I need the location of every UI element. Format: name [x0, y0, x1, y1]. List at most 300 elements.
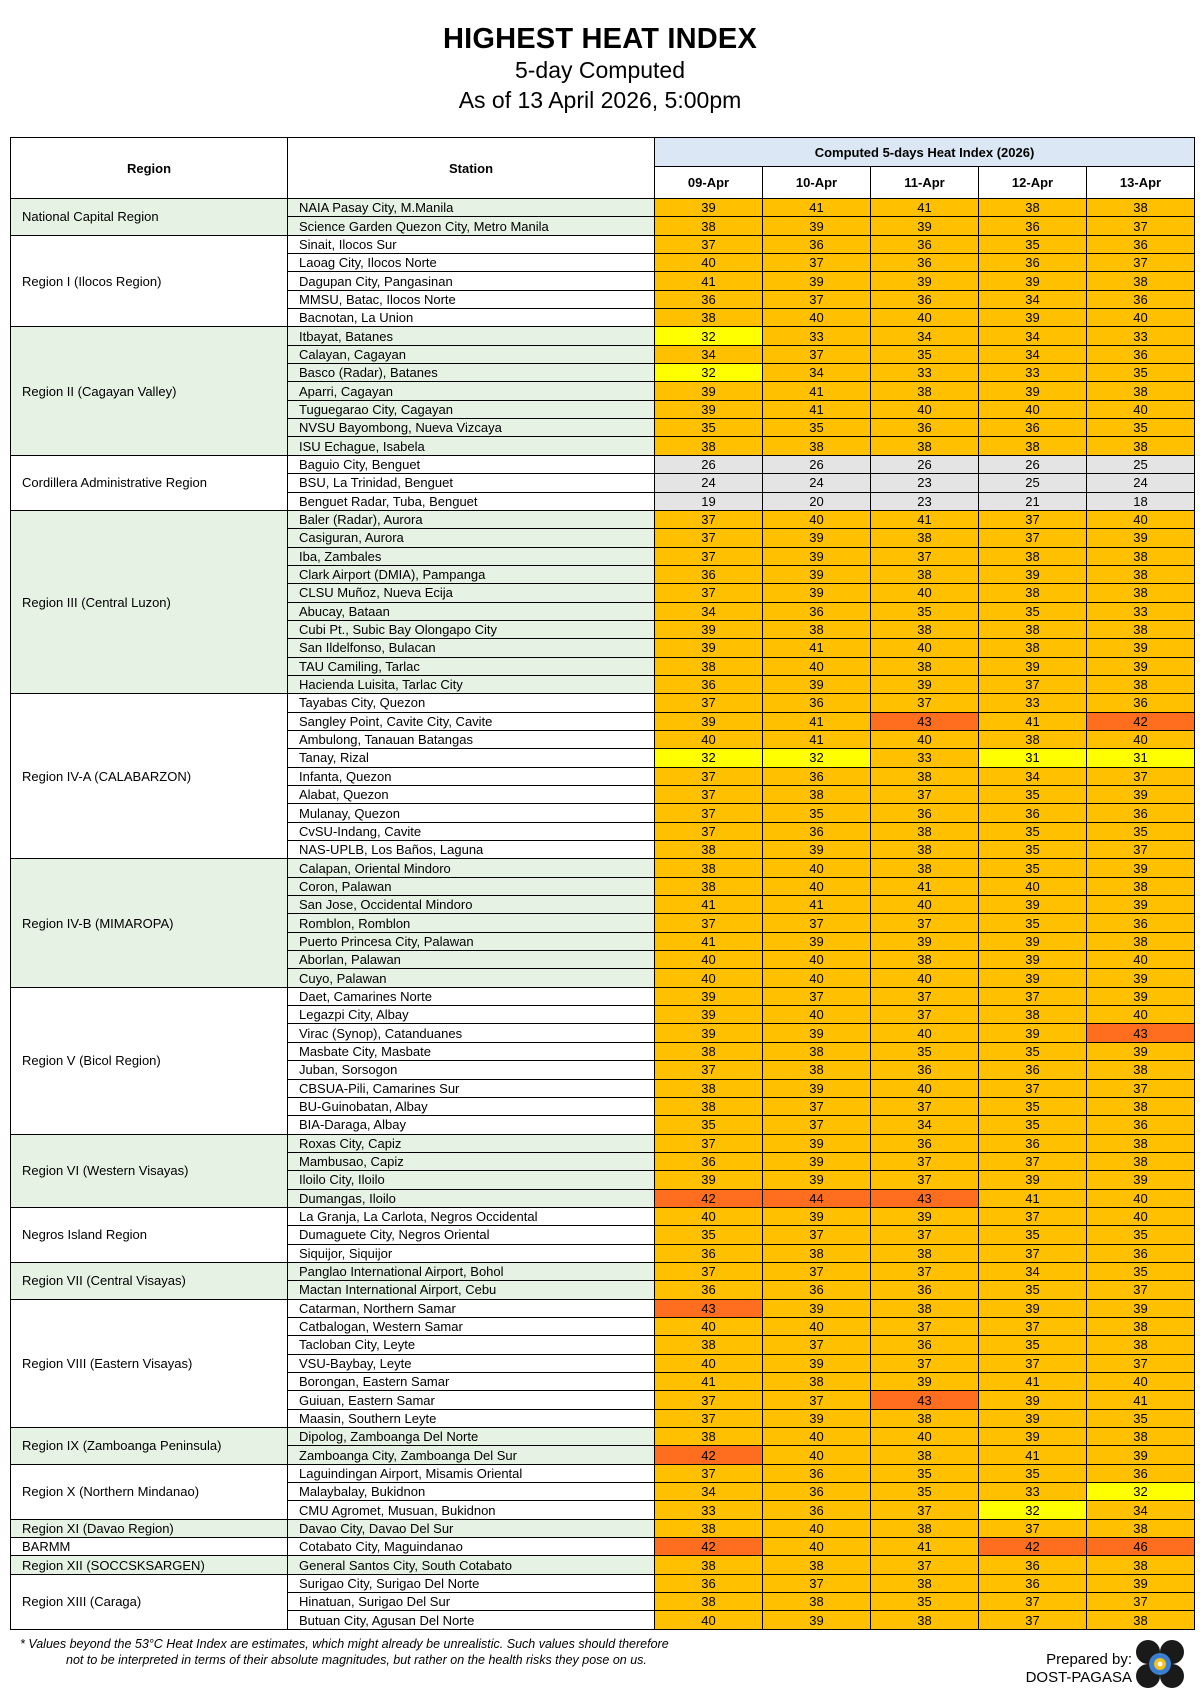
heat-index-cell: 39: [1087, 657, 1195, 675]
heat-index-cell: 38: [1087, 1134, 1195, 1152]
heat-index-cell: 38: [1087, 437, 1195, 455]
heat-index-cell: 41: [763, 639, 871, 657]
column-header-day: 12-Apr: [979, 167, 1087, 199]
heat-index-cell: 32: [1087, 1483, 1195, 1501]
heat-index-cell: 38: [1087, 1317, 1195, 1335]
station-cell: General Santos City, South Cotabato: [288, 1556, 655, 1574]
heat-index-cell: 37: [655, 1134, 763, 1152]
heat-index-cell: 38: [763, 620, 871, 638]
heat-index-cell: 41: [655, 1373, 763, 1391]
heat-index-cell: 38: [871, 1519, 979, 1537]
heat-index-cell: 39: [763, 675, 871, 693]
station-cell: Davao City, Davao Del Sur: [288, 1519, 655, 1537]
heat-index-cell: 37: [1087, 217, 1195, 235]
column-header-day: 13-Apr: [1087, 167, 1195, 199]
station-cell: Hinatuan, Surigao Del Sur: [288, 1593, 655, 1611]
region-cell: Region X (Northern Mindanao): [11, 1464, 288, 1519]
heat-index-cell: 38: [655, 309, 763, 327]
heat-index-cell: 36: [1087, 235, 1195, 253]
heat-index-cell: 38: [871, 1611, 979, 1629]
heat-index-cell: 37: [655, 235, 763, 253]
heat-index-cell: 40: [655, 1354, 763, 1372]
prepared-by: [1026, 1651, 1132, 1687]
heat-index-cell: 38: [871, 529, 979, 547]
heat-index-cell: 35: [871, 1483, 979, 1501]
heat-index-cell: 39: [871, 675, 979, 693]
station-cell: Cuyo, Palawan: [288, 969, 655, 987]
heat-index-cell: 37: [1087, 1354, 1195, 1372]
heat-index-cell: 40: [871, 639, 979, 657]
heat-index-cell: 35: [1087, 822, 1195, 840]
heat-index-cell: 39: [979, 969, 1087, 987]
heat-index-cell: 38: [979, 639, 1087, 657]
heat-index-cell: 39: [1087, 1446, 1195, 1464]
heat-index-cell: 37: [763, 345, 871, 363]
heat-index-cell: 37: [1087, 254, 1195, 272]
region-cell: Region IX (Zamboanga Peninsula): [11, 1428, 288, 1465]
station-cell: Tayabas City, Quezon: [288, 694, 655, 712]
heat-index-cell: 33: [871, 364, 979, 382]
station-cell: Laoag City, Ilocos Norte: [288, 254, 655, 272]
heat-index-cell: 43: [1087, 1024, 1195, 1042]
heat-index-cell: 37: [871, 694, 979, 712]
heat-index-cell: 37: [979, 1152, 1087, 1170]
heat-index-cell: 36: [655, 1244, 763, 1262]
heat-index-cell: 38: [1087, 547, 1195, 565]
heat-index-cell: 38: [1087, 565, 1195, 583]
heat-index-cell: 36: [979, 419, 1087, 437]
heat-index-cell: 36: [655, 675, 763, 693]
heat-index-cell: 41: [979, 1373, 1087, 1391]
region-cell: Region III (Central Luzon): [11, 510, 288, 693]
heat-index-cell: 34: [655, 345, 763, 363]
heat-index-cell: 41: [763, 896, 871, 914]
region-cell: National Capital Region: [11, 199, 288, 236]
heat-index-cell: 40: [655, 254, 763, 272]
station-cell: Siquijor, Siquijor: [288, 1244, 655, 1262]
station-cell: Abucay, Bataan: [288, 602, 655, 620]
station-cell: Mactan International Airport, Cebu: [288, 1281, 655, 1299]
station-cell: Calapan, Oriental Mindoro: [288, 859, 655, 877]
heat-index-cell: 23: [871, 474, 979, 492]
heat-index-cell: 33: [979, 1483, 1087, 1501]
heat-index-cell: 36: [979, 1061, 1087, 1079]
heat-index-cell: 39: [1087, 859, 1195, 877]
heat-index-cell: 37: [1087, 841, 1195, 859]
station-cell: Cotabato City, Maguindanao: [288, 1538, 655, 1556]
heat-index-cell: 36: [763, 822, 871, 840]
heat-index-cell: 37: [763, 1336, 871, 1354]
heat-index-cell: 37: [871, 1501, 979, 1519]
heat-index-cell: 35: [871, 1042, 979, 1060]
heat-index-cell: 36: [871, 419, 979, 437]
station-cell: Catarman, Northern Samar: [288, 1299, 655, 1317]
heat-index-cell: 38: [979, 584, 1087, 602]
heat-index-cell: 40: [763, 877, 871, 895]
station-cell: Mulanay, Quezon: [288, 804, 655, 822]
heat-index-cell: 36: [1087, 914, 1195, 932]
heat-index-cell: 41: [979, 1446, 1087, 1464]
heat-index-cell: 42: [655, 1446, 763, 1464]
region-cell: Region I (Ilocos Region): [11, 235, 288, 327]
prepared-by-agency: DOST-PAGASA: [1025, 1669, 1132, 1686]
table-row: [11, 455, 1195, 473]
heat-index-cell: 32: [655, 327, 763, 345]
heat-index-cell: 38: [871, 1244, 979, 1262]
station-cell: CvSU-Indang, Cavite: [288, 822, 655, 840]
heat-index-cell: 26: [655, 455, 763, 473]
station-cell: Sinait, Ilocos Sur: [288, 235, 655, 253]
heat-index-cell: 41: [871, 199, 979, 217]
heat-index-cell: 39: [763, 584, 871, 602]
region-cell: Region IV-B (MIMAROPA): [11, 859, 288, 987]
heat-index-cell: 36: [763, 235, 871, 253]
station-cell: Baguio City, Benguet: [288, 455, 655, 473]
heat-index-cell: 44: [763, 1189, 871, 1207]
heat-index-cell: 39: [979, 1171, 1087, 1189]
station-cell: Benguet Radar, Tuba, Benguet: [288, 492, 655, 510]
heat-index-cell: 40: [871, 896, 979, 914]
heat-index-cell: 37: [1087, 1079, 1195, 1097]
heat-index-cell: 37: [763, 290, 871, 308]
heat-index-cell: 37: [979, 1611, 1087, 1629]
heat-index-cell: 35: [979, 1042, 1087, 1060]
heat-index-cell: 37: [655, 822, 763, 840]
station-cell: BSU, La Trinidad, Benguet: [288, 474, 655, 492]
station-cell: La Granja, La Carlota, Negros Occidental: [288, 1207, 655, 1225]
table-row: [11, 1299, 1195, 1317]
heat-index-cell: 39: [1087, 786, 1195, 804]
heat-index-cell: 35: [979, 602, 1087, 620]
heat-index-cell: 36: [1087, 1116, 1195, 1134]
region-cell: Region XII (SOCCSKSARGEN): [11, 1556, 288, 1574]
table-row: [11, 694, 1195, 712]
heat-index-cell: 38: [871, 951, 979, 969]
heat-index-cell: 39: [763, 1134, 871, 1152]
heat-index-cell: 19: [655, 492, 763, 510]
heat-index-cell: 43: [871, 1391, 979, 1409]
heat-index-cell: 36: [1087, 1464, 1195, 1482]
heat-index-cell: 37: [1087, 1281, 1195, 1299]
heat-index-cell: 39: [979, 932, 1087, 950]
heat-index-cell: 37: [655, 786, 763, 804]
heat-index-cell: 40: [655, 969, 763, 987]
heat-index-cell: 34: [979, 345, 1087, 363]
heat-index-cell: 38: [871, 859, 979, 877]
region-cell: Region XIII (Caraga): [11, 1574, 288, 1629]
heat-index-cell: 37: [871, 1226, 979, 1244]
heat-index-cell: 38: [1087, 1097, 1195, 1115]
heat-index-cell: 37: [655, 510, 763, 528]
heat-index-cell: 43: [871, 1189, 979, 1207]
heat-index-cell: 37: [871, 987, 979, 1005]
heat-index-cell: 41: [1087, 1391, 1195, 1409]
heat-index-cell: 41: [871, 877, 979, 895]
heat-index-cell: 38: [1087, 1061, 1195, 1079]
heat-index-cell: 35: [979, 1464, 1087, 1482]
station-cell: Catbalogan, Western Samar: [288, 1317, 655, 1335]
heat-index-cell: 35: [1087, 1409, 1195, 1427]
heat-index-cell: 34: [655, 602, 763, 620]
table-row: [11, 987, 1195, 1005]
station-cell: Tanay, Rizal: [288, 749, 655, 767]
heat-index-cell: 37: [655, 1061, 763, 1079]
station-cell: San Ildelfonso, Bulacan: [288, 639, 655, 657]
heat-index-cell: 36: [979, 1574, 1087, 1592]
heat-index-cell: 36: [763, 1501, 871, 1519]
heat-index-cell: 38: [1087, 877, 1195, 895]
heat-index-cell: 43: [871, 712, 979, 730]
heat-index-cell: 39: [763, 1207, 871, 1225]
heat-index-cell: 35: [871, 602, 979, 620]
heat-index-cell: 35: [1087, 364, 1195, 382]
heat-index-cell: 40: [1087, 730, 1195, 748]
heat-index-cell: 36: [655, 565, 763, 583]
table-row: [11, 859, 1195, 877]
heat-index-cell: 39: [655, 639, 763, 657]
heat-index-cell: 33: [1087, 602, 1195, 620]
heat-index-cell: 41: [763, 199, 871, 217]
heat-index-cell: 38: [655, 1593, 763, 1611]
heat-index-cell: 38: [655, 1079, 763, 1097]
station-cell: Guiuan, Eastern Samar: [288, 1391, 655, 1409]
heat-index-cell: 37: [871, 1354, 979, 1372]
pagasa-logo-icon: [1134, 1638, 1186, 1690]
heat-index-cell: 26: [763, 455, 871, 473]
heat-index-cell: 38: [871, 382, 979, 400]
station-cell: Virac (Synop), Catanduanes: [288, 1024, 655, 1042]
heat-index-cell: 41: [763, 712, 871, 730]
heat-index-cell: 38: [871, 657, 979, 675]
heat-index-cell: 41: [655, 896, 763, 914]
heat-index-cell: 38: [1087, 1611, 1195, 1629]
heat-index-cell: 39: [871, 272, 979, 290]
heat-index-cell: 37: [763, 1574, 871, 1592]
heat-index-cell: 31: [1087, 749, 1195, 767]
station-cell: Surigao City, Surigao Del Norte: [288, 1574, 655, 1592]
station-cell: NVSU Bayombong, Nueva Vizcaya: [288, 419, 655, 437]
station-cell: Puerto Princesa City, Palawan: [288, 932, 655, 950]
heat-index-cell: 36: [871, 290, 979, 308]
heat-index-cell: 39: [979, 1391, 1087, 1409]
heat-index-cell: 36: [1087, 345, 1195, 363]
table-row: [11, 1464, 1195, 1482]
prepared-by-label: Prepared by:: [1046, 1651, 1132, 1668]
heat-index-cell: 37: [655, 529, 763, 547]
heat-index-cell: 39: [979, 272, 1087, 290]
table-row: [11, 199, 1195, 217]
station-cell: Basco (Radar), Batanes: [288, 364, 655, 382]
heat-index-cell: 38: [871, 1409, 979, 1427]
heat-index-cell: 40: [763, 309, 871, 327]
heat-index-cell: 35: [979, 1336, 1087, 1354]
heat-index-cell: 34: [871, 327, 979, 345]
heat-index-cell: 18: [1087, 492, 1195, 510]
heat-index-cell: 35: [1087, 1262, 1195, 1280]
heat-index-cell: 36: [655, 290, 763, 308]
station-cell: San Jose, Occidental Mindoro: [288, 896, 655, 914]
heat-index-cell: 37: [979, 1519, 1087, 1537]
region-cell: Region VIII (Eastern Visayas): [11, 1299, 288, 1427]
heat-index-cell: 36: [871, 804, 979, 822]
heat-index-cell: 37: [763, 987, 871, 1005]
heat-index-cell: 38: [1087, 1152, 1195, 1170]
station-cell: Hacienda Luisita, Tarlac City: [288, 675, 655, 693]
heat-index-cell: 37: [763, 1391, 871, 1409]
heat-index-cell: 40: [871, 730, 979, 748]
heat-index-cell: 37: [1087, 767, 1195, 785]
heat-index-cell: 38: [655, 1336, 763, 1354]
heat-index-cell: 37: [1087, 1593, 1195, 1611]
heat-index-cell: 39: [979, 382, 1087, 400]
heat-index-cell: 40: [763, 1317, 871, 1335]
station-cell: Daet, Camarines Norte: [288, 987, 655, 1005]
station-cell: Butuan City, Agusan Del Norte: [288, 1611, 655, 1629]
heat-index-cell: 38: [763, 1593, 871, 1611]
heat-index-cell: 35: [979, 235, 1087, 253]
heat-index-cell: 38: [871, 620, 979, 638]
heat-index-cell: 40: [979, 877, 1087, 895]
heat-index-cell: 36: [1087, 1244, 1195, 1262]
heat-index-cell: 39: [1087, 1042, 1195, 1060]
heat-index-cell: 37: [979, 1593, 1087, 1611]
heat-index-cell: 36: [871, 1134, 979, 1152]
heat-index-cell: 37: [763, 914, 871, 932]
heat-index-cell: 35: [871, 1464, 979, 1482]
heat-index-cell: 37: [763, 1226, 871, 1244]
heat-index-cell: 34: [979, 327, 1087, 345]
station-cell: Romblon, Romblon: [288, 914, 655, 932]
heat-index-cell: 39: [763, 529, 871, 547]
heat-index-cell: 37: [979, 1244, 1087, 1262]
heat-index-cell: 40: [763, 1519, 871, 1537]
region-cell: BARMM: [11, 1538, 288, 1556]
station-cell: TAU Camiling, Tarlac: [288, 657, 655, 675]
heat-index-cell: 35: [655, 419, 763, 437]
heat-index-cell: 39: [763, 932, 871, 950]
heat-index-cell: 24: [1087, 474, 1195, 492]
table-row: [11, 327, 1195, 345]
station-cell: Calayan, Cagayan: [288, 345, 655, 363]
heat-index-cell: 35: [979, 1226, 1087, 1244]
heat-index-cell: 39: [763, 1079, 871, 1097]
heat-index-cell: 38: [655, 1097, 763, 1115]
heat-index-cell: 32: [655, 364, 763, 382]
heat-index-cell: 37: [763, 1262, 871, 1280]
heat-index-cell: 40: [763, 1446, 871, 1464]
heat-index-cell: 37: [871, 547, 979, 565]
station-cell: Itbayat, Batanes: [288, 327, 655, 345]
heat-index-cell: 38: [763, 1244, 871, 1262]
heat-index-cell: 40: [979, 400, 1087, 418]
heat-index-cell: 37: [871, 1006, 979, 1024]
heat-index-cell: 38: [655, 437, 763, 455]
region-cell: Cordillera Administrative Region: [11, 455, 288, 510]
station-cell: Cubi Pt., Subic Bay Olongapo City: [288, 620, 655, 638]
heat-index-cell: 38: [871, 767, 979, 785]
footnote-line: not to be interpreted in terms of their absolute magnitudes, but rather on the health risks they pose on us.: [66, 1653, 647, 1667]
heat-index-cell: 32: [763, 749, 871, 767]
heat-index-cell: 23: [871, 492, 979, 510]
heat-index-cell: 38: [871, 1446, 979, 1464]
heat-index-cell: 31: [979, 749, 1087, 767]
heat-index-cell: 37: [763, 1116, 871, 1134]
heat-index-cell: 26: [871, 455, 979, 473]
heat-index-cell: 39: [763, 217, 871, 235]
station-cell: Casiguran, Aurora: [288, 529, 655, 547]
heat-index-cell: 37: [871, 1171, 979, 1189]
heat-index-cell: 35: [871, 1593, 979, 1611]
heat-index-cell: 40: [655, 1611, 763, 1629]
heat-index-cell: 39: [655, 1006, 763, 1024]
heat-index-cell: 38: [763, 1042, 871, 1060]
heat-index-cell: 37: [979, 1354, 1087, 1372]
heat-index-cell: 38: [979, 547, 1087, 565]
station-cell: Ambulong, Tanauan Batangas: [288, 730, 655, 748]
station-cell: Juban, Sorsogon: [288, 1061, 655, 1079]
heat-index-cell: 39: [1087, 529, 1195, 547]
heat-index-cell: 36: [871, 1061, 979, 1079]
heat-index-cell: 26: [979, 455, 1087, 473]
heat-index-cell: 36: [871, 235, 979, 253]
heat-index-cell: 38: [1087, 199, 1195, 217]
heat-index-cell: 40: [871, 309, 979, 327]
heat-index-cell: 36: [979, 804, 1087, 822]
report-date: As of 13 April 2026, 5:00pm: [458, 87, 742, 113]
station-cell: Panglao International Airport, Bohol: [288, 1262, 655, 1280]
heat-index-cell: 40: [871, 400, 979, 418]
heat-index-cell: 39: [655, 987, 763, 1005]
column-header-station: Station: [288, 138, 655, 199]
heat-index-cell: 40: [1087, 1373, 1195, 1391]
heat-index-cell: 37: [871, 1556, 979, 1574]
station-cell: Tuguegarao City, Cagayan: [288, 400, 655, 418]
station-cell: BU-Guinobatan, Albay: [288, 1097, 655, 1115]
heat-index-cell: 36: [871, 254, 979, 272]
heat-index-cell: 42: [979, 1538, 1087, 1556]
region-cell: Region II (Cagayan Valley): [11, 327, 288, 455]
heat-index-cell: 38: [655, 1519, 763, 1537]
heat-index-cell: 36: [871, 1336, 979, 1354]
heat-index-cell: 39: [979, 1409, 1087, 1427]
heat-index-cell: 40: [871, 969, 979, 987]
heat-index-cell: 37: [655, 547, 763, 565]
station-cell: BIA-Daraga, Albay: [288, 1116, 655, 1134]
heat-index-cell: 38: [871, 565, 979, 583]
heat-index-cell: 33: [979, 364, 1087, 382]
heat-index-cell: 39: [1087, 1574, 1195, 1592]
heat-index-cell: 36: [1087, 290, 1195, 308]
heat-index-cell: 39: [763, 1409, 871, 1427]
heat-index-cell: 39: [1087, 1299, 1195, 1317]
heat-index-cell: 36: [979, 254, 1087, 272]
heat-index-cell: 38: [871, 841, 979, 859]
heat-index-cell: 38: [1087, 1519, 1195, 1537]
region-cell: Region IV-A (CALABARZON): [11, 694, 288, 859]
footnote-line: * Values beyond the 53°C Heat Index are estimates, which might already be unrealistic. Such values should therefore: [20, 1637, 669, 1651]
heat-index-cell: 38: [655, 657, 763, 675]
heat-index-cell: 35: [655, 1116, 763, 1134]
heat-index-cell: 39: [763, 565, 871, 583]
station-cell: CMU Agromet, Musuan, Bukidnon: [288, 1501, 655, 1519]
heat-index-cell: 39: [979, 1024, 1087, 1042]
table-row: [11, 1556, 1195, 1574]
heat-index-cell: 37: [979, 510, 1087, 528]
station-cell: ISU Echague, Isabela: [288, 437, 655, 455]
heat-index-cell: 38: [763, 1556, 871, 1574]
heat-index-cell: 38: [1087, 1428, 1195, 1446]
heat-index-cell: 20: [763, 492, 871, 510]
